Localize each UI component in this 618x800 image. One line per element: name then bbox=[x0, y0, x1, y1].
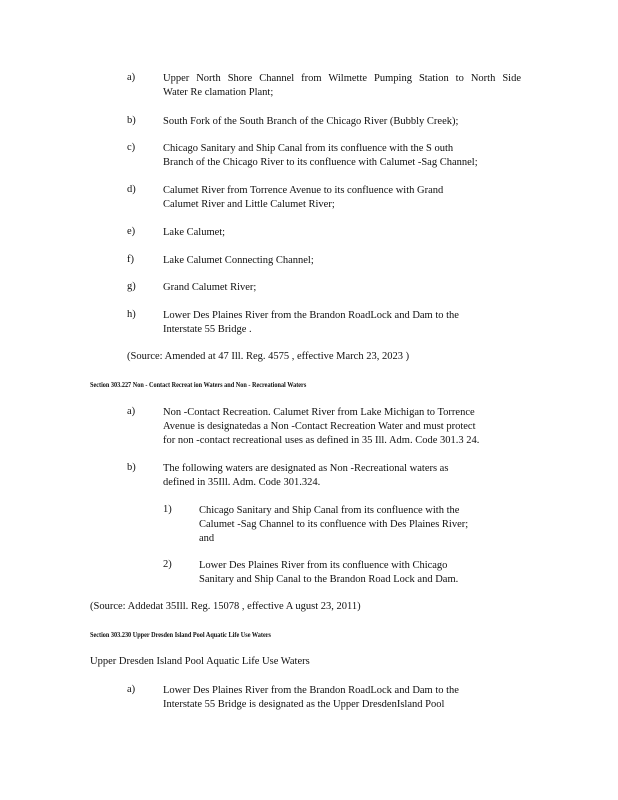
item-line: for non -contact recreational uses as defined in 35 Ill. Adm. Code 301.3 24. bbox=[163, 435, 480, 446]
item-label: b) bbox=[127, 462, 136, 473]
item-label: a) bbox=[127, 72, 136, 83]
item-label: c) bbox=[127, 142, 136, 153]
item-line: Water Re clamation Plant; bbox=[163, 87, 274, 98]
item-label: e) bbox=[127, 226, 136, 237]
item-line: Lower Des Plaines River from the Brandon RoadLock and Dam to the bbox=[163, 310, 459, 321]
item-label: 2) bbox=[163, 559, 172, 570]
item-label: g) bbox=[127, 281, 136, 292]
item-line: defined in 35Ill. Adm. Code 301.324. bbox=[163, 477, 321, 488]
item-line: Lower Des Plaines River from its confluence with Chicago bbox=[199, 560, 448, 571]
item-line: Chicago Sanitary and Ship Canal from its confluence with the S outh bbox=[163, 143, 454, 154]
item-label: h) bbox=[127, 309, 136, 320]
item-label: a) bbox=[127, 406, 136, 417]
item-line: Sanitary and Ship Canal to the Brandon Road Lock and Dam. bbox=[199, 574, 459, 585]
section-title: Upper Dresden Island Pool Aquatic Life Use Waters bbox=[90, 656, 310, 667]
item-label: b) bbox=[127, 115, 136, 126]
item-line: Calumet -Sag Channel to its confluence with Des Plaines River; bbox=[199, 519, 469, 530]
item-line: Branch of the Chicago River to its confluence with Calumet -Sag Channel; bbox=[163, 157, 478, 168]
item-line: Calumet River from Torrence Avenue to its confluence with Grand bbox=[163, 185, 444, 196]
item-label: d) bbox=[127, 184, 136, 195]
item-line: Grand Calumet River; bbox=[163, 282, 257, 293]
item-line: and bbox=[199, 533, 215, 544]
item-line: South Fork of the South Branch of the Chicago River (Bubbly Creek); bbox=[163, 116, 459, 127]
source-note: (Source: Amended at 47 Ill. Reg. 4575 , effective March 23, 2023 ) bbox=[127, 351, 410, 362]
item-line: Avenue is designatedas a Non -Contact Recreation Water and must protect bbox=[163, 421, 476, 432]
item-label: 1) bbox=[163, 504, 172, 515]
item-line: Non -Contact Recreation. Calumet River from Lake Michigan to Torrence bbox=[163, 407, 475, 418]
section-heading: Section 303.230 Upper Dresden Island Pool Aquatic Life Use Waters bbox=[90, 630, 271, 639]
item-line: Upper North Shore Channel from Wilmette Pumping Station to North Side bbox=[163, 73, 521, 84]
item-label: a) bbox=[127, 684, 136, 695]
item-label: f) bbox=[127, 254, 134, 265]
item-line: Calumet River and Little Calumet River; bbox=[163, 199, 335, 210]
item-line: Chicago Sanitary and Ship Canal from its confluence with the bbox=[199, 505, 460, 516]
item-line: Lake Calumet; bbox=[163, 227, 226, 238]
item-line: The following waters are designated as Non -Recreational waters as bbox=[163, 463, 449, 474]
item-line: Interstate 55 Bridge is designated as the Upper DresdenIsland Pool bbox=[163, 699, 445, 710]
source-note: (Source: Addedat 35Ill. Reg. 15078 , effective A ugust 23, 2011) bbox=[90, 601, 361, 612]
section-heading: Section 303.227 Non - Contact Recreat ion Waters and Non - Recreational Waters bbox=[90, 380, 307, 389]
item-line: Lake Calumet Connecting Channel; bbox=[163, 255, 314, 266]
item-line: Interstate 55 Bridge . bbox=[163, 324, 252, 335]
item-line: Lower Des Plaines River from the Brandon RoadLock and Dam to the bbox=[163, 685, 459, 696]
